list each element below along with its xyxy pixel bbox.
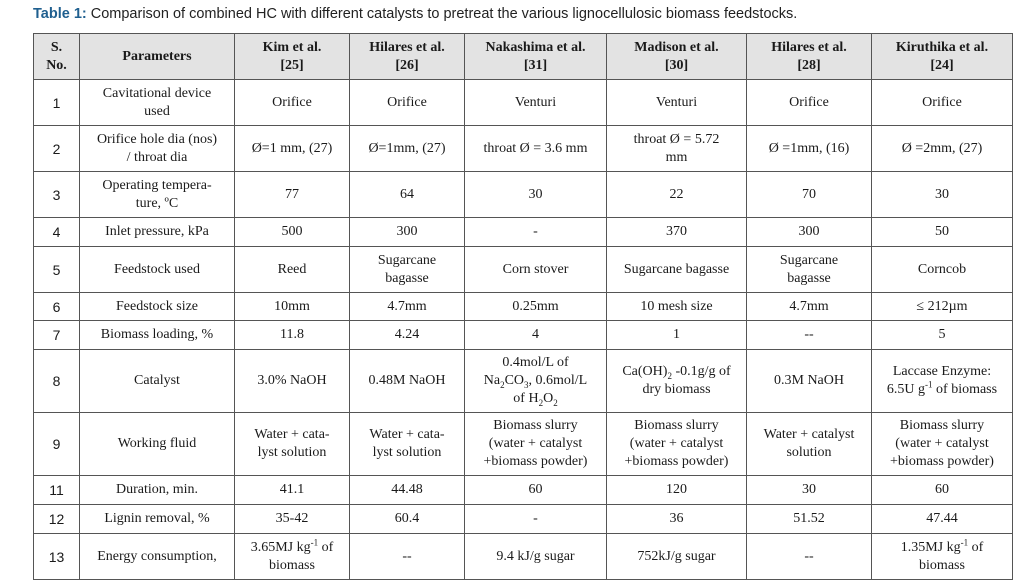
table-row [34, 476, 1013, 505]
comparison-table [33, 33, 1013, 580]
cell-kim-25: Reed [235, 247, 350, 293]
table-row [34, 172, 1013, 218]
header-hilares-28: Hilares et al. [28] [747, 34, 872, 80]
cell-parameter: Feedstock size [80, 293, 235, 321]
cell-kim-25: 35-42 [235, 505, 350, 534]
cell-parameter: Biomass loading, % [80, 321, 235, 350]
cell-hilares-28: 70 [747, 172, 872, 218]
cell-sno: 4 [34, 218, 80, 247]
cell-hilares-26: 4.7mm [350, 293, 465, 321]
cell-nakashima-31: 4 [465, 321, 607, 350]
cell-kim-25: Ø=1 mm, (27) [235, 126, 350, 172]
table-header-row [34, 34, 1013, 80]
cell-madison-30: Sugarcane bagasse [607, 247, 747, 293]
cell-madison-30: 120 [607, 476, 747, 505]
cell-madison-30: 22 [607, 172, 747, 218]
table-row [34, 350, 1013, 413]
cell-nakashima-31: 60 [465, 476, 607, 505]
cell-parameter: Inlet pressure, kPa [80, 218, 235, 247]
header-hilares-26: Hilares et al. [26] [350, 34, 465, 80]
cell-hilares-26: 60.4 [350, 505, 465, 534]
cell-parameter: Catalyst [80, 350, 235, 413]
table-row [34, 413, 1013, 476]
cell-sno: 8 [34, 350, 80, 413]
cell-madison-30: 10 mesh size [607, 293, 747, 321]
comparison-table-wrapper [33, 33, 1013, 580]
cell-hilares-26: Water + cata- lyst solution [350, 413, 465, 476]
cell-hilares-26: Sugarcane bagasse [350, 247, 465, 293]
cell-hilares-26: -- [350, 534, 465, 580]
cell-hilares-26: 64 [350, 172, 465, 218]
cell-nakashima-31: - [465, 218, 607, 247]
cell-kiruthika-24: Ø =2mm, (27) [872, 126, 1013, 172]
cell-sno: 12 [34, 505, 80, 534]
cell-sno: 9 [34, 413, 80, 476]
table-row [34, 293, 1013, 321]
cell-sno: 5 [34, 247, 80, 293]
cell-nakashima-31: 0.25mm [465, 293, 607, 321]
cell-hilares-28: -- [747, 534, 872, 580]
cell-hilares-28: 300 [747, 218, 872, 247]
cell-nakashima-31: 9.4 kJ/g sugar [465, 534, 607, 580]
cell-hilares-28: 4.7mm [747, 293, 872, 321]
cell-hilares-28: Water + catalyst solution [747, 413, 872, 476]
cell-hilares-26: 0.48M NaOH [350, 350, 465, 413]
cell-kim-25: 77 [235, 172, 350, 218]
header-kim-25: Kim et al. [25] [235, 34, 350, 80]
cell-madison-30: 1 [607, 321, 747, 350]
cell-sno: 11 [34, 476, 80, 505]
table-row [34, 505, 1013, 534]
cell-kiruthika-24: Biomass slurry (water + catalyst +biomass powder) [872, 413, 1013, 476]
table-row [34, 218, 1013, 247]
cell-kiruthika-24: ≤ 212µm [872, 293, 1013, 321]
cell-parameter: Cavitational device used [80, 80, 235, 126]
cell-kim-25: 3.65MJ $kg^{-1}$ of biomass [235, 534, 350, 580]
cell-hilares-28: 0.3M NaOH [747, 350, 872, 413]
cell-hilares-28: Ø =1mm, (16) [747, 126, 872, 172]
cell-madison-30: 370 [607, 218, 747, 247]
cell-nakashima-31: 30 [465, 172, 607, 218]
cell-kiruthika-24: 5 [872, 321, 1013, 350]
cell-hilares-26: 44.48 [350, 476, 465, 505]
cell-sno: 13 [34, 534, 80, 580]
cell-parameter: Feedstock used [80, 247, 235, 293]
cell-madison-30: Biomass slurry (water + catalyst +biomass powder) [607, 413, 747, 476]
cell-hilares-26: 300 [350, 218, 465, 247]
table-row [34, 80, 1013, 126]
cell-hilares-26: Ø=1mm, (27) [350, 126, 465, 172]
cell-nakashima-31: Corn stover [465, 247, 607, 293]
cell-kiruthika-24: 30 [872, 172, 1013, 218]
cell-kim-25: 3.0% NaOH [235, 350, 350, 413]
cell-parameter: Operating tempera- ture, ºC [80, 172, 235, 218]
cell-sno: 2 [34, 126, 80, 172]
cell-nakashima-31: throat Ø = 3.6 mm [465, 126, 607, 172]
cell-parameter: Working fluid [80, 413, 235, 476]
table-row [34, 126, 1013, 172]
header-madison-30: Madison et al. [30] [607, 34, 747, 80]
cell-madison-30: throat Ø = 5.72 mm [607, 126, 747, 172]
table-row [34, 321, 1013, 350]
cell-hilares-28: -- [747, 321, 872, 350]
cell-madison-30: Venturi [607, 80, 747, 126]
cell-kiruthika-24: 1.35MJ $kg^{-1}$ of biomass [872, 534, 1013, 580]
caption-text: Comparison of combined HC with different catalysts to pretreat the various lignocellulosic biomass feedstocks. [90, 6, 798, 22]
cell-nakashima-31: Venturi [465, 80, 607, 126]
header-sno: S. No. [34, 34, 80, 80]
cell-sno: 6 [34, 293, 80, 321]
cell-kiruthika-24: 60 [872, 476, 1013, 505]
table-caption [33, 6, 797, 22]
cell-parameter: Orifice hole dia (nos) / throat dia [80, 126, 235, 172]
cell-kim-25: 10mm [235, 293, 350, 321]
cell-kiruthika-24: 47.44 [872, 505, 1013, 534]
cell-hilares-28: Orifice [747, 80, 872, 126]
cell-sno: 1 [34, 80, 80, 126]
cell-kim-25: 500 [235, 218, 350, 247]
table-row [34, 247, 1013, 293]
cell-parameter: Duration, min. [80, 476, 235, 505]
cell-nakashima-31: Biomass slurry (water + catalyst +biomass powder) [465, 413, 607, 476]
cell-nakashima-31: - [465, 505, 607, 534]
cell-kiruthika-24: Laccase Enzyme: 6.5U $g^{-1}$ of biomass [872, 350, 1013, 413]
cell-hilares-28: 30 [747, 476, 872, 505]
cell-madison-30: $Ca(OH)_2$ -0.1g/g of dry biomass [607, 350, 747, 413]
table-body [34, 80, 1013, 580]
header-nakashima-31: Nakashima et al. [31] [465, 34, 607, 80]
cell-kiruthika-24: Orifice [872, 80, 1013, 126]
cell-kim-25: 41.1 [235, 476, 350, 505]
cell-kiruthika-24: Corncob [872, 247, 1013, 293]
cell-sno: 7 [34, 321, 80, 350]
cell-nakashima-31: 0.4mol/L of $Na_2CO_3$, 0.6mol/L of $H_2O_2$ [465, 350, 607, 413]
header-kiruthika-24: Kiruthika et al. [24] [872, 34, 1013, 80]
cell-hilares-28: Sugarcane bagasse [747, 247, 872, 293]
cell-kim-25: 11.8 [235, 321, 350, 350]
cell-hilares-26: Orifice [350, 80, 465, 126]
cell-kim-25: Water + cata- lyst solution [235, 413, 350, 476]
cell-parameter: Lignin removal, % [80, 505, 235, 534]
cell-kiruthika-24: 50 [872, 218, 1013, 247]
cell-madison-30: 752kJ/g sugar [607, 534, 747, 580]
cell-hilares-28: 51.52 [747, 505, 872, 534]
header-parameter: Parameters [80, 34, 235, 80]
cell-sno: 3 [34, 172, 80, 218]
caption-label: Table 1: [33, 6, 87, 22]
table-row [34, 534, 1013, 580]
cell-hilares-26: 4.24 [350, 321, 465, 350]
cell-parameter: Energy consumption, [80, 534, 235, 580]
cell-madison-30: 36 [607, 505, 747, 534]
cell-kim-25: Orifice [235, 80, 350, 126]
